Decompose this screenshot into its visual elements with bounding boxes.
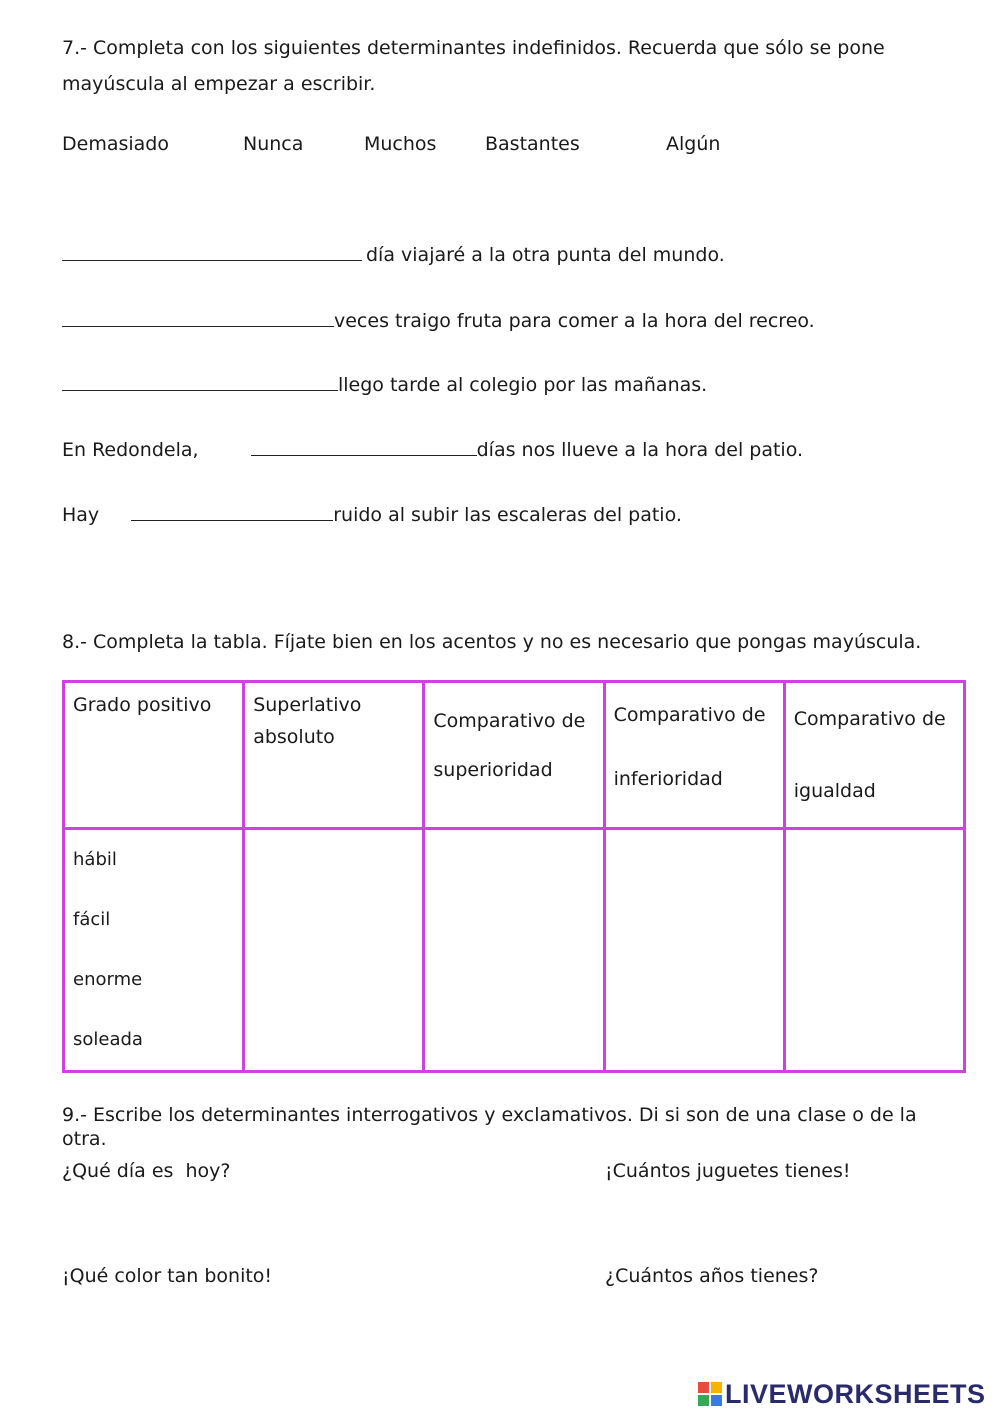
- adjective-word: enorme: [73, 969, 143, 990]
- exercise-8-instruction: 8.- Completa la tabla. Fíjate bien en los acentos y no es necesario que pongas mayúscula.: [62, 631, 922, 653]
- sentence-row: [62, 437, 803, 461]
- answer-cell-igualdad[interactable]: [784, 829, 964, 1072]
- liveworksheets-logo: [698, 1378, 986, 1410]
- sentence-text: veces traigo fruta para comer a la hora del recreo.: [334, 310, 815, 332]
- sentence-row: [62, 502, 682, 526]
- phrase: ¡Qué color tan bonito!: [62, 1265, 273, 1287]
- table-header-row: [64, 682, 965, 829]
- answer-blank[interactable]: [62, 242, 362, 261]
- sentence-text: día viajaré a la otra punta del mundo.: [366, 244, 725, 266]
- adjective-word: soleada: [73, 1029, 143, 1050]
- answer-blank[interactable]: [251, 437, 477, 456]
- table-header-cell: Comparativo de igualdad: [784, 682, 964, 829]
- table-header-cell: Comparativo de inferioridad: [604, 682, 784, 829]
- exercise-9-instruction: 9.- Escribe los determinantes interrogativos y exclamativos. Di si son de una clase o de la otra.: [62, 1104, 917, 1150]
- answer-blank[interactable]: [62, 308, 334, 327]
- sentence-row: [62, 372, 707, 396]
- word-bank-item: Bastantes: [485, 133, 580, 155]
- answer-blank[interactable]: [131, 502, 333, 521]
- answer-blank[interactable]: [62, 372, 338, 391]
- sentence-prefix: En Redondela,: [62, 439, 199, 461]
- word-bank-item: Algún: [666, 133, 721, 155]
- exercise-7-instruction: 7.- Completa con los siguientes determinantes indefinidos. Recuerda que sólo se pone mayúscula al empezar a escribir.: [62, 37, 885, 95]
- adjective-word: fácil: [73, 909, 111, 930]
- phrase: ¡Cuántos juguetes tienes!: [605, 1160, 851, 1182]
- logo-square: [698, 1395, 709, 1406]
- word-bank-item: Nunca: [243, 133, 304, 155]
- answer-cell-superioridad[interactable]: [424, 829, 604, 1072]
- sentence-text: días nos llueve a la hora del patio.: [476, 439, 804, 461]
- adjective-word: hábil: [73, 849, 117, 870]
- table-header-cell: Grado positivo: [64, 682, 244, 829]
- sentence-row: [62, 242, 725, 266]
- comparison-table: [62, 680, 966, 1073]
- sentence-row: [62, 308, 815, 332]
- phrase: ¿Qué día es hoy?: [62, 1160, 231, 1182]
- answer-cell-inferioridad[interactable]: [604, 829, 784, 1072]
- logo-square: [711, 1395, 722, 1406]
- table-header-cell: Comparativo de superioridad: [424, 682, 604, 829]
- sentence-text: llego tarde al colegio por las mañanas.: [338, 374, 708, 396]
- sentence-text: ruido al subir las escaleras del patio.: [333, 504, 682, 526]
- table-header-cell: Superlativo absoluto: [244, 682, 424, 829]
- phrase: ¿Cuántos años tienes?: [605, 1265, 819, 1287]
- sentence-prefix: Hay: [62, 504, 100, 526]
- word-bank-item: Demasiado: [62, 133, 169, 155]
- logo-square: [711, 1382, 722, 1393]
- logo-text: LIVEWORKSHEETS: [725, 1378, 986, 1409]
- logo-mark: [698, 1382, 722, 1406]
- table-row: [64, 829, 965, 1072]
- word-bank-item: Muchos: [364, 133, 437, 155]
- logo-square: [698, 1382, 709, 1393]
- word-list-cell: [64, 829, 244, 1072]
- answer-cell-superlativo[interactable]: [244, 829, 424, 1072]
